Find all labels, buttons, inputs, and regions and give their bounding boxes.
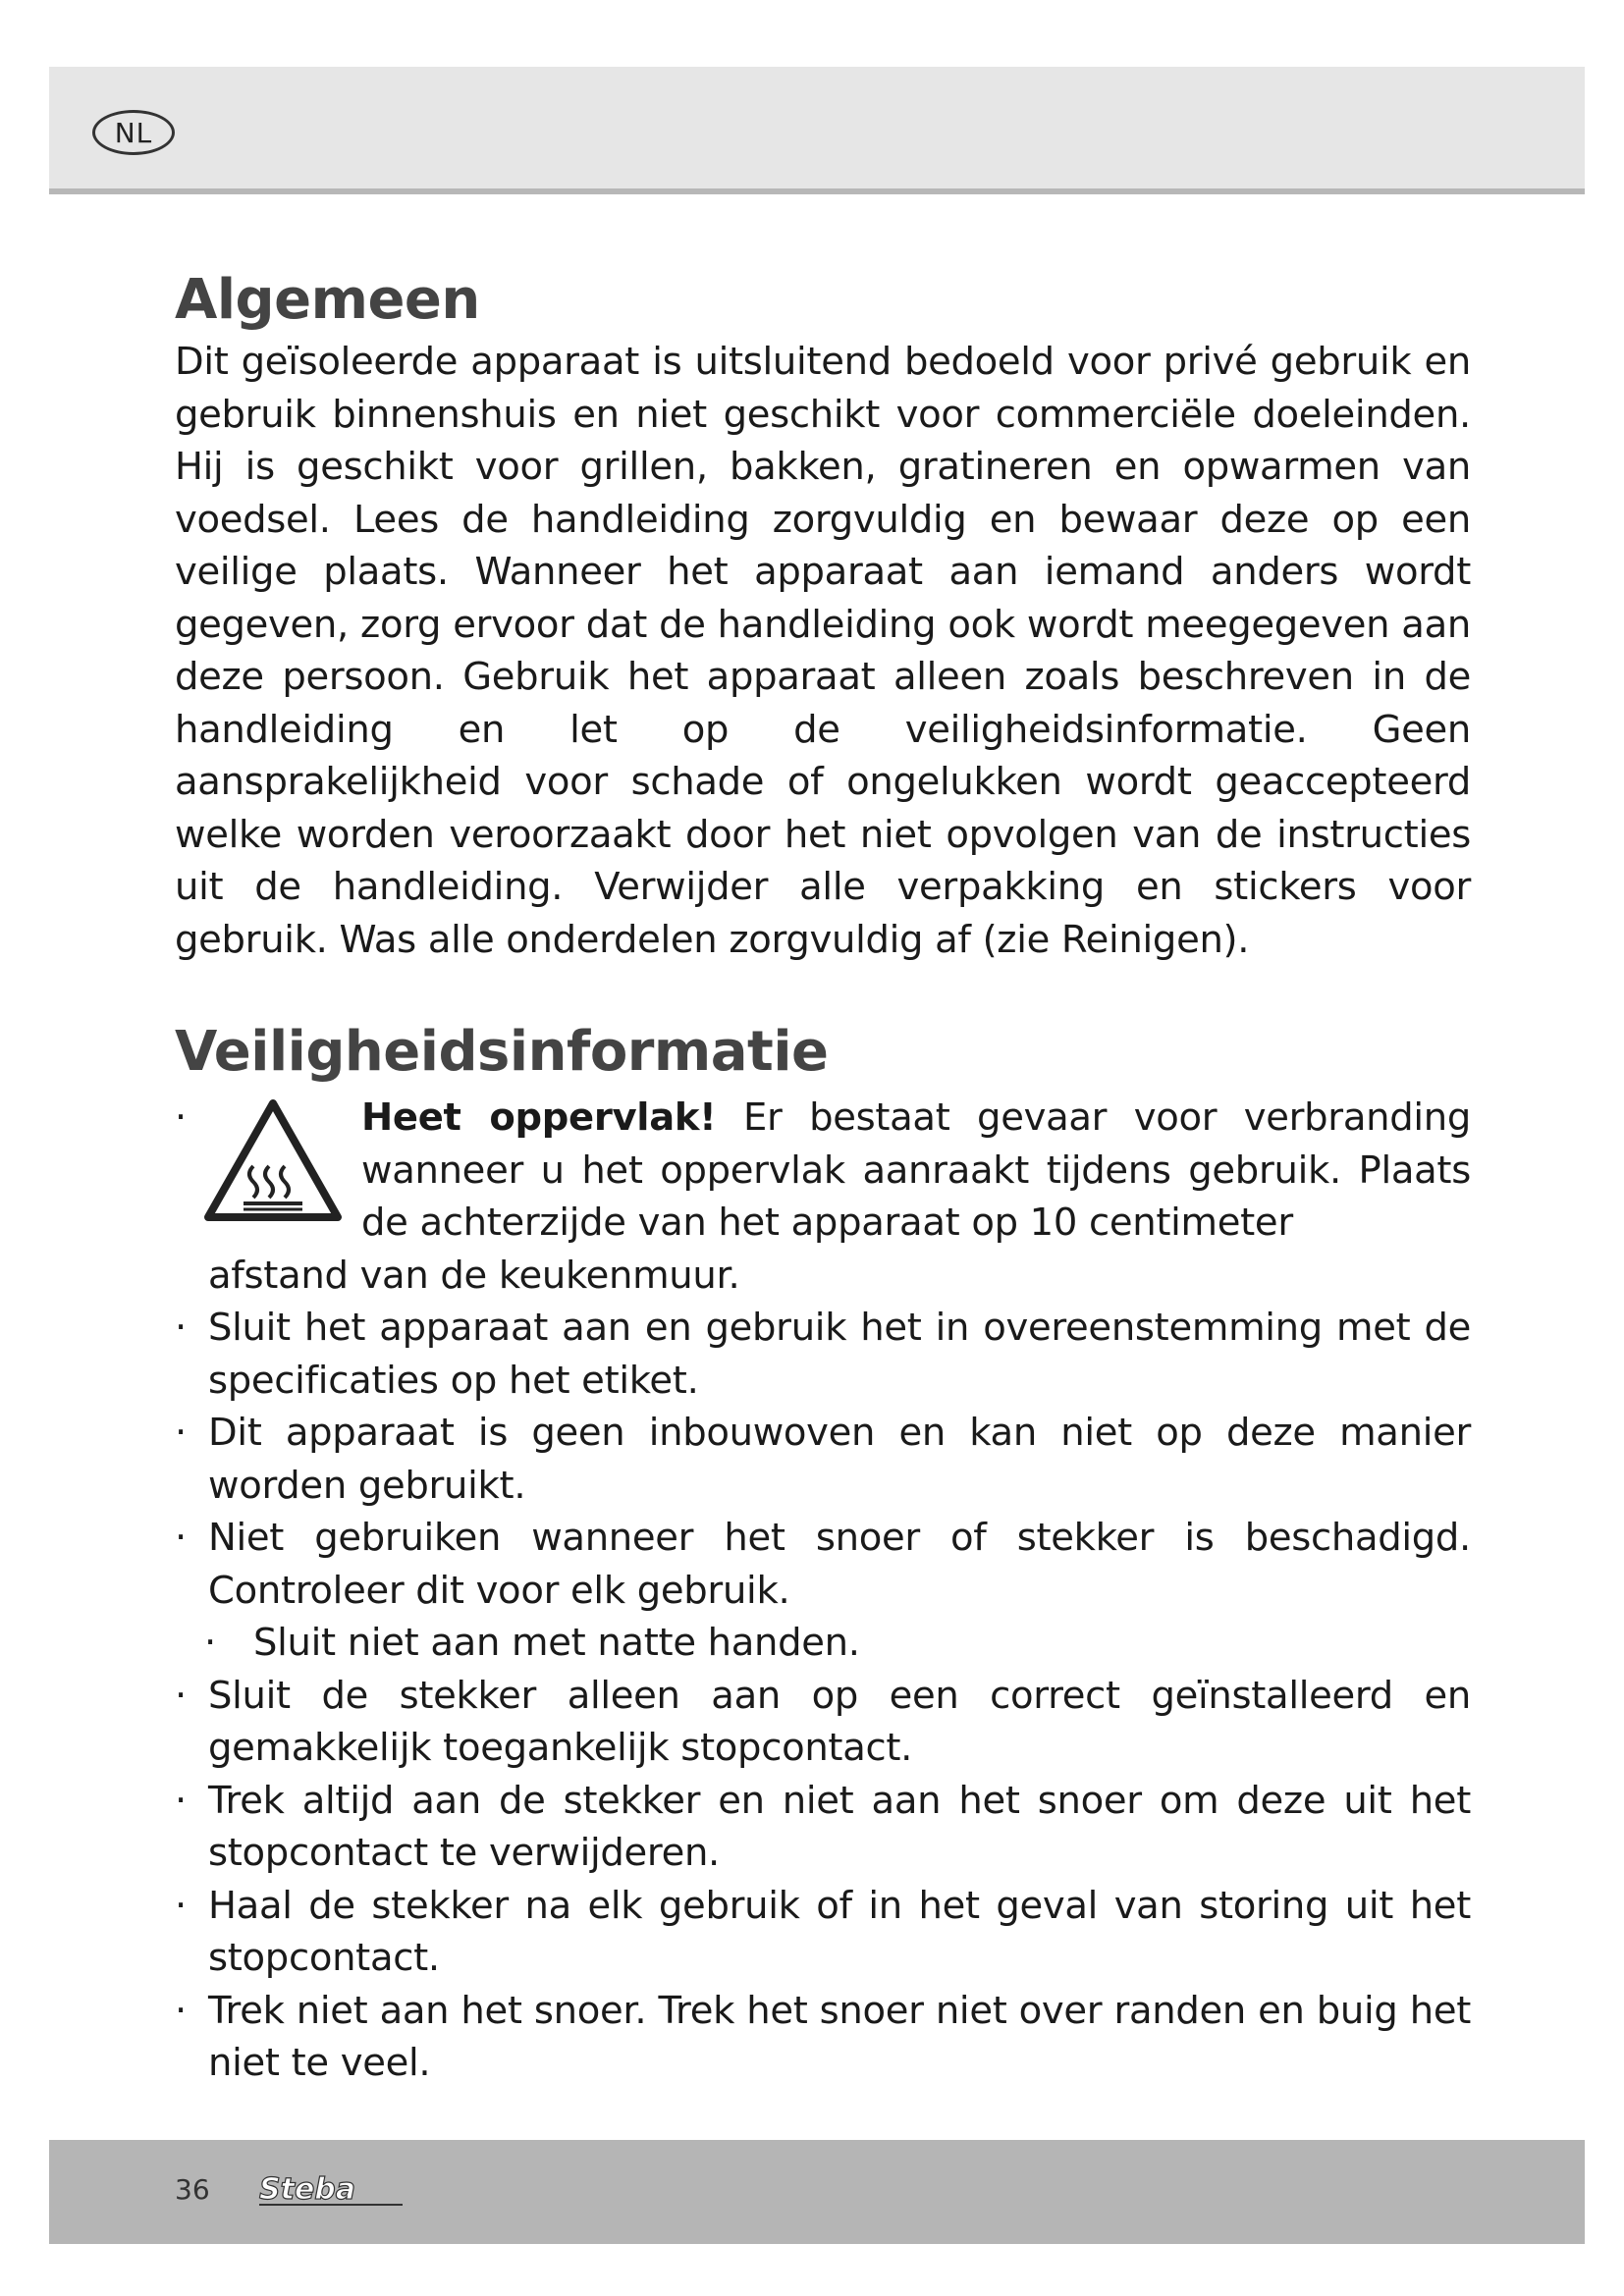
svg-text:Steba: Steba bbox=[259, 2172, 356, 2207]
section-title-general: Algemeen bbox=[175, 268, 480, 332]
header-band bbox=[49, 67, 1585, 194]
list-item: · Trek altijd aan de stekker en niet aan het snoer om deze uit het stopcontact te verwijderen. bbox=[175, 1778, 1471, 1875]
warning-text bbox=[361, 1092, 1471, 1250]
list-item: · Sluit de stekker alleen aan op een correct geïnstalleerd en gemakkelijk toegankelijk stopcontact. bbox=[175, 1673, 1471, 1770]
footer-band bbox=[49, 2140, 1585, 2244]
language-badge: NL bbox=[92, 110, 175, 155]
safety-list bbox=[175, 1302, 1471, 2090]
page-number: 36 bbox=[175, 2173, 210, 2206]
warning-body: Er bestaat gevaar voor verbranding wanneer u het oppervlak aanraakt tijdens gebruik. Plaats de achterzijde van het apparaat op 10 centimeter bbox=[361, 1095, 1471, 1245]
warning-heading: Heet oppervlak! bbox=[361, 1095, 717, 1140]
page-content bbox=[175, 265, 1471, 2090]
hot-surface-warning bbox=[175, 1092, 1471, 1250]
general-paragraph: Dit geïsoleerde apparaat is uitsluitend bedoeld voor privé gebruik en gebruik binnenshuis en niet geschikt voor commerciële doeleinden. Hij is geschikt voor grillen, bakken, gratineren en opwarmen van voedsel. Lees de handleiding zorgvuldig en bewaar deze op een veilige plaats. Wanneer het apparaat aan iemand anders wordt gegeven, zorg ervoor dat de handleiding ook wordt meegegeven aan deze persoon. Gebruik het apparaat alleen zoals beschreven in de handleiding en let op de veiligheidsinformatie. Geen aansprakelijkheid voor schade of ongelukken wordt geaccepteerd welke worden veroorzaakt door het niet opvolgen van de instructies uit de handleiding. Verwijder alle verpakking en stickers voor gebruik. Was alle onderdelen zorgvuldig af (zie Reinigen). bbox=[175, 340, 1471, 962]
bullet: · bbox=[175, 1095, 188, 1139]
list-item: · Sluit het apparaat aan en gebruik het in overeenstemming met de specificaties op het etiket. bbox=[175, 1306, 1471, 1403]
warning-tail: afstand van de keukenmuur. bbox=[208, 1253, 740, 1298]
steba-logo bbox=[255, 2169, 422, 2213]
hot-surface-warning-icon bbox=[202, 1097, 344, 1225]
list-item: · Trek niet aan het snoer. Trek het snoer niet over randen en buig het niet te veel. bbox=[175, 1988, 1471, 2085]
list-item: · Dit apparaat is geen inbouwoven en kan niet op deze manier worden gebruikt. bbox=[175, 1411, 1471, 1508]
list-item: · Sluit niet aan met natte handen. bbox=[204, 1621, 860, 1665]
section-title-safety: Veiligheidsinformatie bbox=[175, 1020, 829, 1084]
list-item: · Niet gebruiken wanneer het snoer of stekker is beschadigd. Controleer dit voor elk gebruik. bbox=[175, 1516, 1471, 1613]
list-item: · Haal de stekker na elk gebruik of in het geval van storing uit het stopcontact. bbox=[175, 1883, 1471, 1980]
